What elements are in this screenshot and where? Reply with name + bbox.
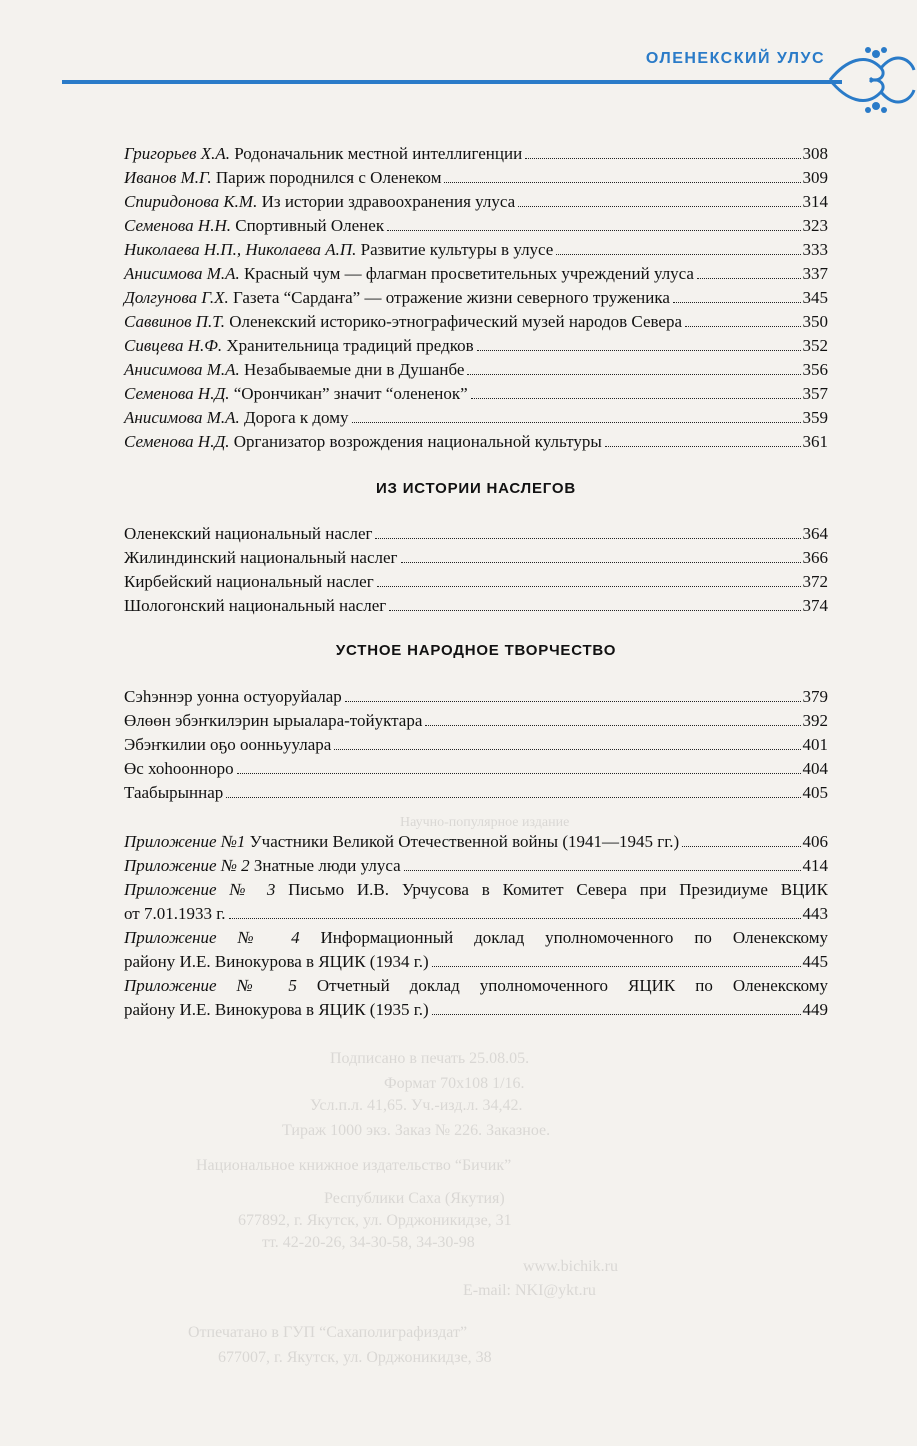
entry-page: 350	[802, 312, 828, 331]
leader-dots	[471, 398, 801, 399]
entry-title: Оленекский историко-этнографический музей народов Севера	[229, 312, 683, 331]
leader-dots	[697, 278, 801, 279]
toc-entry	[124, 166, 828, 190]
entry-page: 449	[802, 1000, 828, 1019]
appendix-title: Письмо И.В. Урчусова в Комитет Севера при Президиуме ВЦИК	[288, 880, 828, 899]
appendix-label: Приложение №1	[124, 832, 246, 851]
entry-author: Саввинов П.Т.	[124, 312, 225, 331]
entry-title: Дорога к дому	[244, 408, 349, 427]
leader-dots	[444, 182, 800, 183]
leader-dots	[525, 158, 800, 159]
leader-dots	[377, 586, 801, 587]
entry-title: Таабырыннар	[124, 783, 224, 802]
leader-dots	[467, 374, 800, 375]
section-heading: УСТНОЕ НАРОДНОЕ ТВОРЧЕСТВО	[335, 642, 617, 659]
showthrough-line: 677892, г. Якутск, ул. Орджоникидзе, 31	[238, 1212, 512, 1229]
leader-dots	[477, 350, 801, 351]
leader-dots	[425, 725, 800, 726]
entry-author: Анисимова М.А.	[124, 408, 240, 427]
leader-dots	[387, 230, 800, 231]
leader-dots	[352, 422, 801, 423]
entry-author: Григорьев Х.А.	[124, 144, 231, 163]
showthrough-line: тт. 42-20-26, 34-30-58, 34-30-98	[262, 1234, 475, 1251]
toc-entry	[124, 358, 828, 382]
entry-page: 414	[802, 856, 828, 875]
entry-author: Иванов М.Г.	[124, 168, 212, 187]
entry-title: Красный чум — флагман просветительных учреждений улуса	[244, 264, 694, 283]
entry-page: 405	[802, 783, 828, 802]
entry-title: Организатор возрождения национальной культуры	[233, 432, 602, 451]
entry-title: Оленекский национальный наслег	[124, 524, 373, 543]
showthrough-line: Тираж 1000 экз. Заказ № 226. Заказное.	[282, 1122, 551, 1139]
appendix-title: Участники Великой Отечественной войны (1941—1945 гг.)	[249, 832, 680, 851]
appendix-list	[124, 830, 828, 1022]
appendix-label: Приложение № 2	[124, 856, 250, 875]
entry-title: Париж породнился с Оленеком	[215, 168, 442, 187]
leader-dots	[556, 254, 800, 255]
appendix-label: Приложение № 3	[124, 880, 276, 899]
leader-dots	[375, 538, 800, 539]
toc-entry	[124, 709, 828, 733]
appendix-entry	[124, 974, 828, 1022]
toc-entry	[124, 594, 828, 618]
toc-entry	[124, 570, 828, 594]
toc-entry	[124, 334, 828, 358]
entry-author: Анисимова М.А.	[124, 360, 240, 379]
appendix-title: Знатные люди улуса	[253, 856, 401, 875]
leader-dots	[226, 797, 800, 798]
leader-dots	[432, 966, 801, 967]
entry-page: 379	[802, 687, 828, 706]
toc-entry	[124, 238, 828, 262]
folk-list	[124, 685, 828, 805]
toc-entry	[124, 142, 828, 166]
entry-title: Шологонский национальный наслег	[124, 596, 387, 615]
entry-title: Развитие культуры в улусе	[360, 240, 554, 259]
entry-title: “Орончикан” значит “олененок”	[233, 384, 468, 403]
entry-page: 361	[802, 432, 828, 451]
toc-entry	[124, 757, 828, 781]
showthrough-line: Усл.п.л. 41,65. Уч.-изд.л. 34,42.	[310, 1097, 523, 1114]
toc-entry	[124, 190, 828, 214]
entry-page: 356	[802, 360, 828, 379]
entry-page: 364	[802, 524, 828, 543]
entry-page: 308	[802, 144, 828, 163]
entry-page: 359	[802, 408, 828, 427]
entry-author: Семенова Н.Д.	[124, 432, 230, 451]
appendix-entry	[124, 926, 828, 974]
entry-title: Из истории здравоохранения улуса	[261, 192, 516, 211]
entry-title: Сэһэннэр уонна остуоруйалар	[124, 687, 342, 706]
appendix-title: Отчетный доклад уполномоченного ЯЦИК по Оленекскому	[316, 976, 829, 995]
entry-author: Николаева Н.П., Николаева А.П.	[124, 240, 357, 259]
entry-page: 401	[802, 735, 828, 754]
leader-dots	[389, 610, 800, 611]
showthrough-line: Республики Саха (Якутия)	[324, 1190, 505, 1207]
toc-entry	[124, 733, 828, 757]
entry-page: 352	[802, 336, 828, 355]
leader-dots	[229, 918, 801, 919]
leader-dots	[401, 562, 801, 563]
leader-dots	[237, 773, 801, 774]
entry-title: Эбэҥкилии оҕо оонньуулара	[124, 735, 332, 754]
entry-page: 323	[802, 216, 828, 235]
toc-entry	[124, 685, 828, 709]
entry-page: 337	[802, 264, 828, 283]
toc-entry	[124, 310, 828, 334]
toc-entry	[124, 546, 828, 570]
appendix-label: Приложение № 4	[124, 928, 300, 947]
showthrough-line: Научно-популярное издание	[400, 815, 570, 830]
entry-page: 314	[802, 192, 828, 211]
entry-title: Спортивный Оленек	[235, 216, 385, 235]
showthrough-line: Национальное книжное издательство “Бичик”	[196, 1157, 512, 1174]
entry-page: 445	[802, 952, 828, 971]
toc-entry	[124, 262, 828, 286]
leader-dots	[673, 302, 801, 303]
entry-title: Өлөөн эбэҥкилэрин ырыалара-тойуктара	[124, 711, 423, 730]
entry-title: Родоначальник местной интеллигенции	[234, 144, 523, 163]
entry-author: Анисимова М.А.	[124, 264, 240, 283]
appendix-title-cont: району И.Е. Винокурова в ЯЦИК (1935 г.)	[124, 1000, 429, 1019]
leader-dots	[685, 326, 800, 327]
appendix-title-cont: району И.Е. Винокурова в ЯЦИК (1934 г.)	[124, 952, 429, 971]
entry-author: Долгунова Г.Х.	[124, 288, 229, 307]
entry-title: Газета “Сардаҥа” — отражение жизни северного труженика	[232, 288, 670, 307]
appendix-label: Приложение № 5	[124, 976, 297, 995]
entry-page: 372	[802, 572, 828, 591]
showthrough-line: 677007, г. Якутск, ул. Орджоникидзе, 38	[218, 1349, 492, 1366]
showthrough-line: Подписано в печать 25.08.05.	[330, 1050, 530, 1067]
entry-page: 357	[802, 384, 828, 403]
appendix-title: Информационный доклад уполномоченного по Оленекскому	[320, 928, 828, 947]
leader-dots	[432, 1014, 801, 1015]
nasleg-list	[124, 522, 828, 618]
entry-page: 404	[802, 759, 828, 778]
leader-dots	[605, 446, 801, 447]
appendix-title-cont: от 7.01.1933 г.	[124, 904, 226, 923]
entry-page: 406	[802, 832, 828, 851]
appendix-entry	[124, 878, 828, 926]
entry-title: Өс хоһооннорo	[124, 759, 234, 778]
entry-author: Сивцева Н.Ф.	[124, 336, 223, 355]
toc-entry	[124, 406, 828, 430]
articles-list	[124, 142, 828, 454]
showthrough-line: Отпечатано в ГУП “Сахаполиграфиздат”	[188, 1324, 468, 1341]
entry-page: 309	[802, 168, 828, 187]
appendix-entry	[124, 854, 828, 878]
toc-entry	[124, 382, 828, 406]
showthrough-line: Формат 70х108 1/16.	[384, 1075, 525, 1092]
leader-dots	[345, 701, 801, 702]
leader-dots	[518, 206, 800, 207]
showthrough-line: E-mail: NKI@ykt.ru	[463, 1282, 596, 1299]
entry-author: Семенова Н.Д.	[124, 384, 230, 403]
showthrough-line: www.bichik.ru	[523, 1258, 618, 1275]
entry-author: Спиридонова К.М.	[124, 192, 258, 211]
entry-page: 392	[802, 711, 828, 730]
header-rule	[62, 80, 842, 84]
entry-title: Хранительница традиций предков	[226, 336, 474, 355]
running-head: ОЛЕНЕКСКИЙ УЛУС	[645, 50, 825, 67]
entry-page: 366	[802, 548, 828, 567]
ornament-icon	[826, 40, 917, 120]
section-heading: ИЗ ИСТОРИИ НАСЛЕГОВ	[375, 480, 577, 497]
toc-entry	[124, 781, 828, 805]
entry-page: 443	[802, 904, 828, 923]
entry-title: Жилиндинский национальный наслег	[124, 548, 398, 567]
leader-dots	[682, 846, 800, 847]
toc-entry	[124, 522, 828, 546]
toc-entry	[124, 430, 828, 454]
leader-dots	[334, 749, 800, 750]
entry-page: 374	[802, 596, 828, 615]
toc-entry	[124, 214, 828, 238]
entry-page: 345	[802, 288, 828, 307]
leader-dots	[404, 870, 801, 871]
toc-entry	[124, 286, 828, 310]
appendix-entry	[124, 830, 828, 854]
entry-title: Кирбейский национальный наслег	[124, 572, 374, 591]
entry-title: Незабываемые дни в Душанбе	[244, 360, 465, 379]
entry-author: Семенова Н.Н.	[124, 216, 231, 235]
entry-page: 333	[802, 240, 828, 259]
